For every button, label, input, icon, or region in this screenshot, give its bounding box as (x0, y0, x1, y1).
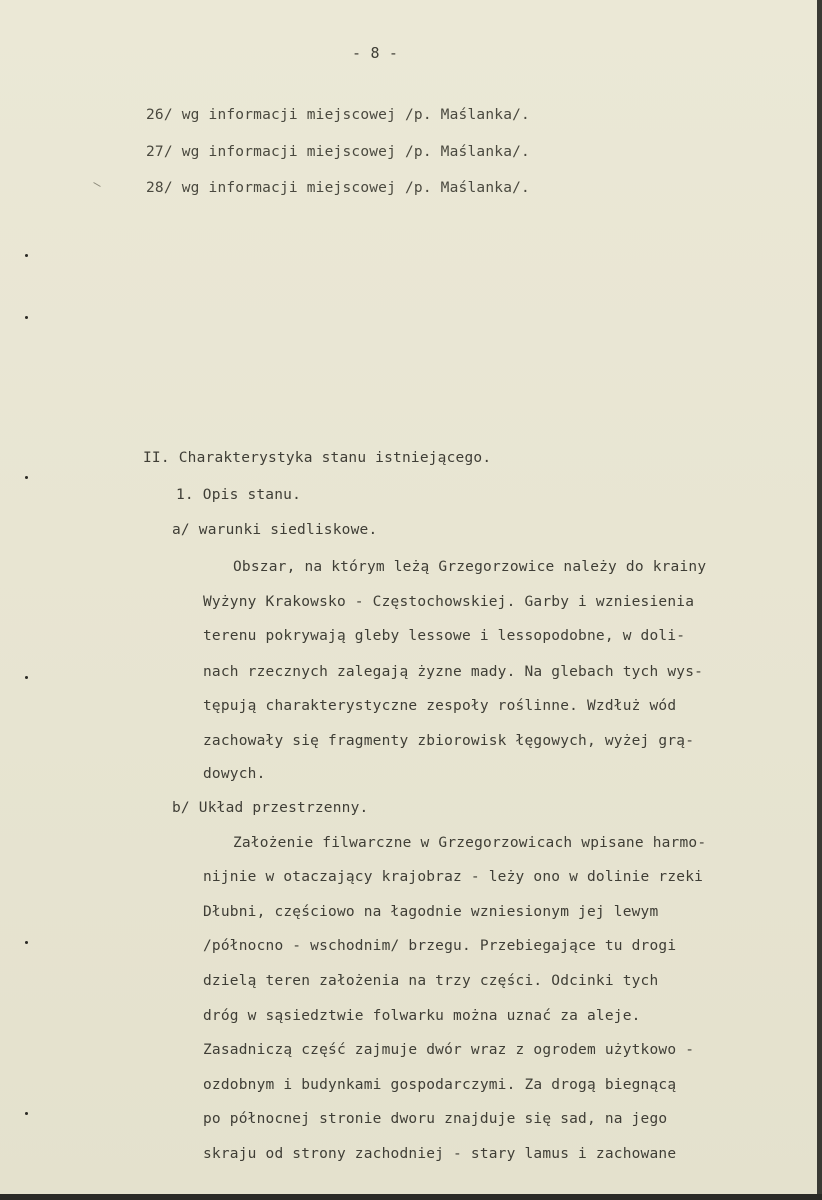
page-number: - 8 - (352, 44, 399, 62)
footnote-27: 27/ wg informacji miejscowej /p. Maślanka/. (146, 144, 530, 160)
subsection-heading: 1. Opis stanu. (176, 487, 302, 503)
paragraph-line: nijnie w otaczający krajobraz - leży ono w dolinie rzeki (203, 869, 704, 885)
binder-hole-mark (25, 476, 28, 479)
scan-edge-bottom (0, 1194, 822, 1200)
paragraph-line: Założenie filwarczne w Grzegorzowicach wpisane harmo- (233, 835, 707, 851)
binder-hole-mark (25, 1112, 28, 1115)
binder-hole-mark (25, 316, 28, 319)
paragraph-line: /północno - wschodnim/ brzegu. Przebiegające tu drogi (203, 938, 677, 954)
paragraph-line: nach rzecznych zalegają żyzne mady. Na glebach tych wys- (203, 664, 704, 680)
paragraph-line: Dłubni, częściowo na łagodnie wzniesionym jej lewym (203, 904, 659, 920)
paragraph-line: zachowały się fragmenty zbiorowisk łęgowych, wyżej grą- (203, 733, 695, 749)
footnote-26: 26/ wg informacji miejscowej /p. Maślanka/. (146, 107, 530, 123)
footnote-28: 28/ wg informacji miejscowej /p. Maślanka/. (146, 180, 530, 196)
paragraph-line: dzielą teren założenia na trzy części. Odcinki tych (203, 973, 659, 989)
part-b-heading: b/ Układ przestrzenny. (172, 800, 369, 816)
paragraph-line: dróg w sąsiedztwie folwarku można uznać za aleje. (203, 1008, 641, 1024)
paragraph-line: terenu pokrywają gleby lessowe i lessopodobne, w doli- (203, 628, 686, 644)
paragraph-line: Wyżyny Krakowsko - Częstochowskiej. Garby i wzniesienia (203, 594, 695, 610)
paragraph-line: dowych. (203, 766, 266, 782)
part-a-heading: a/ warunki siedliskowe. (172, 522, 378, 538)
paragraph-line: po północnej stronie dworu znajduje się sad, na jego (203, 1111, 668, 1127)
binder-hole-mark (25, 941, 28, 944)
pencil-mark (93, 182, 100, 187)
binder-hole-mark (25, 254, 28, 257)
section-heading: II. Charakterystyka stanu istniejącego. (143, 450, 492, 466)
paragraph-line: Zasadniczą część zajmuje dwór wraz z ogrodem użytkowo - (203, 1042, 695, 1058)
paragraph-line: Obszar, na którym leżą Grzegorzowice należy do krainy (233, 559, 707, 575)
scan-edge-right (817, 0, 822, 1200)
paragraph-line: skraju od strony zachodniej - stary lamus i zachowane (203, 1146, 677, 1162)
paragraph-line: tępują charakterystyczne zespoły roślinne. Wzdłuż wód (203, 698, 677, 714)
paragraph-line: ozdobnym i budynkami gospodarczymi. Za drogą biegnącą (203, 1077, 677, 1093)
binder-hole-mark (25, 676, 28, 679)
